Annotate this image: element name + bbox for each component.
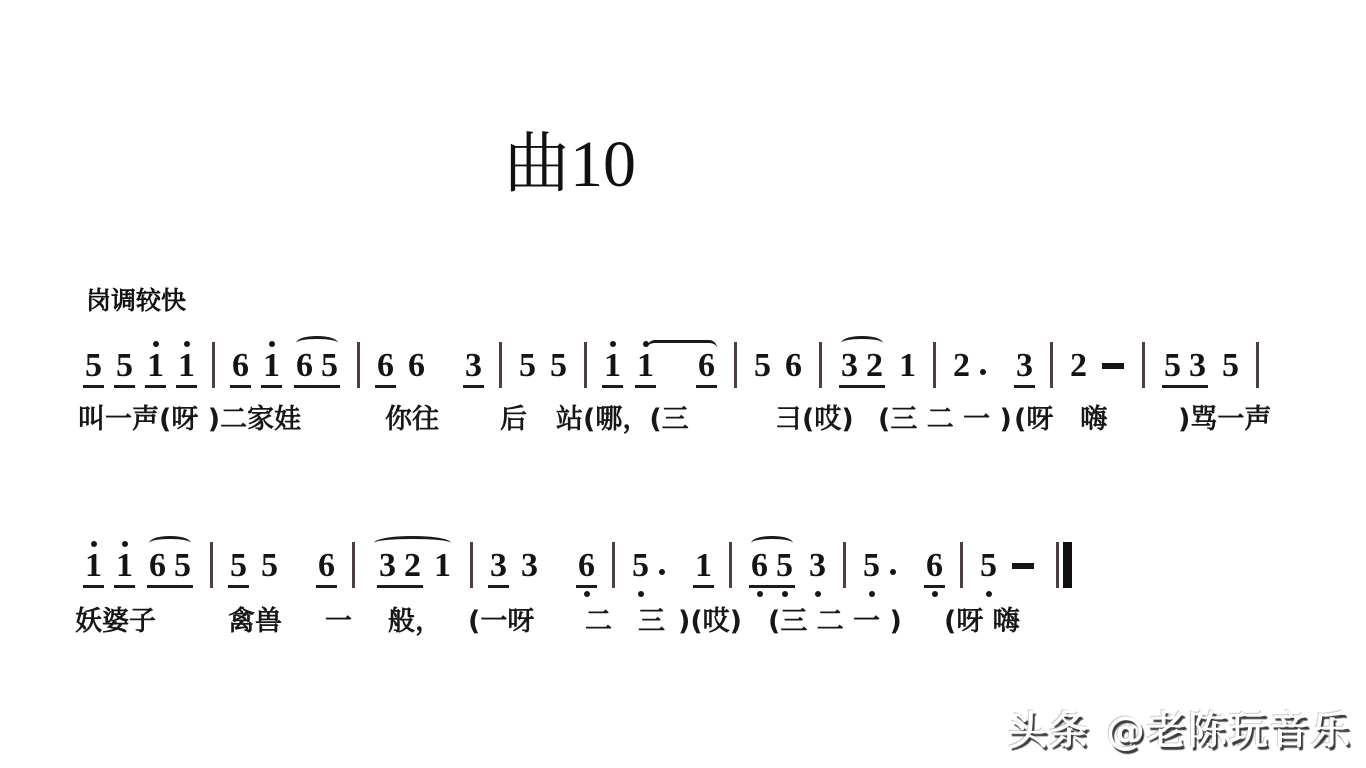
note-digit: 5 bbox=[230, 547, 247, 584]
note-digit: 2 bbox=[953, 347, 970, 384]
note bbox=[172, 547, 193, 584]
music-line-1 bbox=[78, 342, 1269, 384]
bar-line bbox=[819, 342, 822, 388]
measure bbox=[597, 347, 724, 384]
note-digit: 6 bbox=[408, 347, 425, 384]
tempo-marking: 岗调较快 bbox=[86, 286, 187, 315]
note bbox=[230, 347, 251, 384]
slur-group bbox=[370, 547, 455, 584]
note bbox=[432, 547, 453, 584]
note-digit: 6 bbox=[296, 347, 313, 384]
final-bar-thin bbox=[1056, 542, 1059, 588]
note bbox=[630, 547, 651, 584]
note-digit: 1 bbox=[695, 547, 712, 584]
high-octave-dot bbox=[91, 541, 97, 547]
lyric-segment: (呀 嗨 bbox=[944, 606, 1020, 637]
lyric-segment: (呀 嗨 bbox=[1014, 404, 1108, 435]
note bbox=[602, 347, 623, 384]
measure bbox=[742, 547, 833, 584]
note bbox=[377, 547, 398, 584]
note-digit: 5 bbox=[174, 547, 191, 584]
note bbox=[488, 547, 509, 584]
note-digit: 3 bbox=[521, 547, 538, 584]
note bbox=[752, 347, 773, 384]
note bbox=[951, 347, 972, 384]
beam-group bbox=[1160, 347, 1210, 384]
low-octave-dot bbox=[986, 591, 992, 597]
measure bbox=[483, 547, 602, 584]
note bbox=[176, 347, 197, 384]
lyric-segment: 叫一声(呀 )二家娃 bbox=[78, 404, 302, 435]
note bbox=[576, 547, 597, 584]
low-octave-dot bbox=[815, 591, 821, 597]
note-digit: 3 bbox=[841, 347, 858, 384]
note-digit: 5 bbox=[1164, 347, 1181, 384]
high-octave-dot bbox=[153, 341, 159, 347]
note bbox=[83, 547, 104, 584]
note bbox=[978, 547, 999, 584]
note-digit: 6 bbox=[698, 347, 715, 384]
bar-line bbox=[499, 342, 502, 388]
note bbox=[463, 347, 484, 384]
measure bbox=[625, 547, 719, 584]
note-digit: 2 bbox=[866, 347, 883, 384]
note bbox=[548, 347, 569, 384]
lyrics-line-2 bbox=[0, 599, 1366, 639]
measure bbox=[832, 347, 923, 384]
note bbox=[294, 347, 315, 384]
duration-dash bbox=[1012, 563, 1034, 569]
note-digit: 2 bbox=[1070, 347, 1087, 384]
note bbox=[375, 347, 396, 384]
high-octave-dot bbox=[610, 341, 616, 347]
final-bar-thick bbox=[1063, 542, 1072, 588]
bar-line bbox=[357, 342, 360, 388]
note-digit: 6 bbox=[318, 547, 335, 584]
note-digit: 6 bbox=[377, 347, 394, 384]
bar-line bbox=[470, 542, 473, 588]
measure bbox=[370, 347, 489, 384]
note-digit: 6 bbox=[149, 547, 166, 584]
note bbox=[316, 547, 337, 584]
slur-group bbox=[145, 547, 195, 584]
note-digit: 5 bbox=[550, 347, 567, 384]
measure bbox=[1155, 347, 1246, 384]
note bbox=[839, 347, 860, 384]
note bbox=[114, 347, 135, 384]
song-title: 曲10 bbox=[504, 128, 636, 201]
high-octave-dot bbox=[122, 541, 128, 547]
measure bbox=[78, 347, 202, 384]
note-digit: 1 bbox=[116, 547, 133, 584]
note-digit: 5 bbox=[116, 347, 133, 384]
note bbox=[147, 547, 168, 584]
slur-group bbox=[292, 347, 342, 384]
low-octave-dot bbox=[638, 591, 644, 597]
augmentation-dot bbox=[890, 569, 896, 575]
bar-line bbox=[210, 542, 213, 588]
measure bbox=[223, 547, 342, 584]
bar-line bbox=[734, 342, 737, 388]
measure bbox=[1063, 347, 1132, 384]
bar-line bbox=[1256, 342, 1259, 388]
measure bbox=[365, 547, 460, 584]
low-octave-dot bbox=[869, 591, 875, 597]
note bbox=[1014, 347, 1035, 384]
beam-group bbox=[375, 547, 425, 584]
note bbox=[519, 547, 540, 584]
note-digit: 3 bbox=[1189, 347, 1206, 384]
note bbox=[864, 347, 885, 384]
measure bbox=[747, 347, 809, 384]
high-octave-dot bbox=[269, 341, 275, 347]
watermark-text: 头条 @老陈玩音乐 bbox=[1008, 709, 1352, 754]
lyric-segment: 彐(哎) bbox=[775, 404, 854, 435]
note-digit: 3 bbox=[465, 347, 482, 384]
note bbox=[228, 547, 249, 584]
note bbox=[83, 347, 104, 384]
note bbox=[1068, 347, 1089, 384]
note bbox=[1187, 347, 1208, 384]
note-digit: 1 bbox=[899, 347, 916, 384]
note bbox=[749, 547, 770, 584]
low-octave-dot bbox=[757, 591, 763, 597]
note-digit: 1 bbox=[85, 547, 102, 584]
note-digit: 5 bbox=[261, 547, 278, 584]
augmentation-dot bbox=[980, 369, 986, 375]
note bbox=[635, 347, 656, 384]
note bbox=[145, 347, 166, 384]
bar-line bbox=[729, 542, 732, 588]
note-digit: 5 bbox=[632, 547, 649, 584]
note-digit: 5 bbox=[863, 547, 880, 584]
lyric-segment: 三 bbox=[638, 606, 665, 637]
note-digit: 3 bbox=[379, 547, 396, 584]
augmentation-dot bbox=[659, 569, 665, 575]
measure bbox=[973, 547, 1042, 584]
lyrics-line-1 bbox=[0, 397, 1366, 437]
note bbox=[924, 547, 945, 584]
note-digit: 5 bbox=[754, 347, 771, 384]
duration-dash bbox=[1102, 363, 1124, 369]
low-octave-dot bbox=[782, 591, 788, 597]
note bbox=[402, 547, 423, 584]
lyric-segment: 禽兽 bbox=[228, 606, 282, 637]
note bbox=[774, 547, 795, 584]
measure bbox=[225, 347, 347, 384]
lyric-segment: 般， bbox=[388, 606, 442, 637]
note-digit: 6 bbox=[785, 347, 802, 384]
tie-group bbox=[633, 347, 719, 384]
note bbox=[861, 547, 882, 584]
bar-line bbox=[1142, 342, 1145, 388]
note bbox=[1220, 347, 1241, 384]
note-digit: 1 bbox=[637, 347, 654, 384]
note bbox=[517, 347, 538, 384]
bar-line bbox=[843, 542, 846, 588]
lyric-segment: 站(哪，(三 bbox=[556, 404, 689, 435]
measure bbox=[946, 347, 1040, 384]
note bbox=[897, 347, 918, 384]
note-digit: 5 bbox=[980, 547, 997, 584]
high-octave-dot bbox=[184, 341, 190, 347]
slur-group bbox=[747, 547, 797, 584]
note-digit: 5 bbox=[776, 547, 793, 584]
final-bar-line bbox=[1056, 542, 1072, 588]
note-digit: 1 bbox=[434, 547, 451, 584]
note-digit: 5 bbox=[519, 347, 536, 384]
bar-line bbox=[352, 542, 355, 588]
bar-line bbox=[1050, 342, 1053, 388]
bar-line bbox=[612, 542, 615, 588]
note-digit: 3 bbox=[1016, 347, 1033, 384]
note-digit: 3 bbox=[490, 547, 507, 584]
lyric-segment: 后 bbox=[500, 404, 527, 435]
lyric-segment: 二 bbox=[585, 606, 612, 637]
note-digit: 6 bbox=[926, 547, 943, 584]
note bbox=[406, 347, 427, 384]
measure bbox=[856, 547, 950, 584]
note-digit: 1 bbox=[263, 347, 280, 384]
note bbox=[807, 547, 828, 584]
bar-line bbox=[933, 342, 936, 388]
note bbox=[783, 347, 804, 384]
lyric-segment: 一 bbox=[325, 606, 352, 637]
lyric-segment: 妖婆子 bbox=[75, 606, 156, 637]
note-digit: 1 bbox=[604, 347, 621, 384]
note bbox=[261, 347, 282, 384]
lyric-segment: (三 二 一 ) bbox=[878, 404, 1012, 435]
lyric-segment: )(哎) bbox=[678, 606, 743, 637]
bar-line bbox=[212, 342, 215, 388]
note bbox=[693, 547, 714, 584]
lyric-segment: (一呀 bbox=[468, 606, 535, 637]
note-digit: 1 bbox=[178, 347, 195, 384]
note-digit: 6 bbox=[578, 547, 595, 584]
note bbox=[259, 547, 280, 584]
note-digit: 5 bbox=[1222, 347, 1239, 384]
note-digit: 3 bbox=[809, 547, 826, 584]
note-digit: 6 bbox=[232, 347, 249, 384]
note bbox=[696, 347, 717, 384]
bar-line bbox=[584, 342, 587, 388]
note-digit: 2 bbox=[404, 547, 421, 584]
note-digit: 5 bbox=[85, 347, 102, 384]
note-digit: 1 bbox=[147, 347, 164, 384]
slur-group bbox=[837, 347, 887, 384]
bar-line bbox=[960, 542, 963, 588]
low-octave-dot bbox=[932, 591, 938, 597]
music-line-2 bbox=[78, 542, 1072, 584]
note bbox=[319, 347, 340, 384]
high-octave-dot bbox=[643, 341, 649, 347]
note bbox=[114, 547, 135, 584]
measure bbox=[78, 547, 200, 584]
low-octave-dot bbox=[584, 591, 590, 597]
note bbox=[1162, 347, 1183, 384]
lyric-segment: 你往 bbox=[385, 404, 439, 435]
lyric-segment: )骂一声 bbox=[1178, 404, 1272, 435]
note-digit: 5 bbox=[321, 347, 338, 384]
lyric-segment: (三 二 一 ) bbox=[768, 606, 902, 637]
measure bbox=[512, 347, 574, 384]
note-digit: 6 bbox=[751, 547, 768, 584]
